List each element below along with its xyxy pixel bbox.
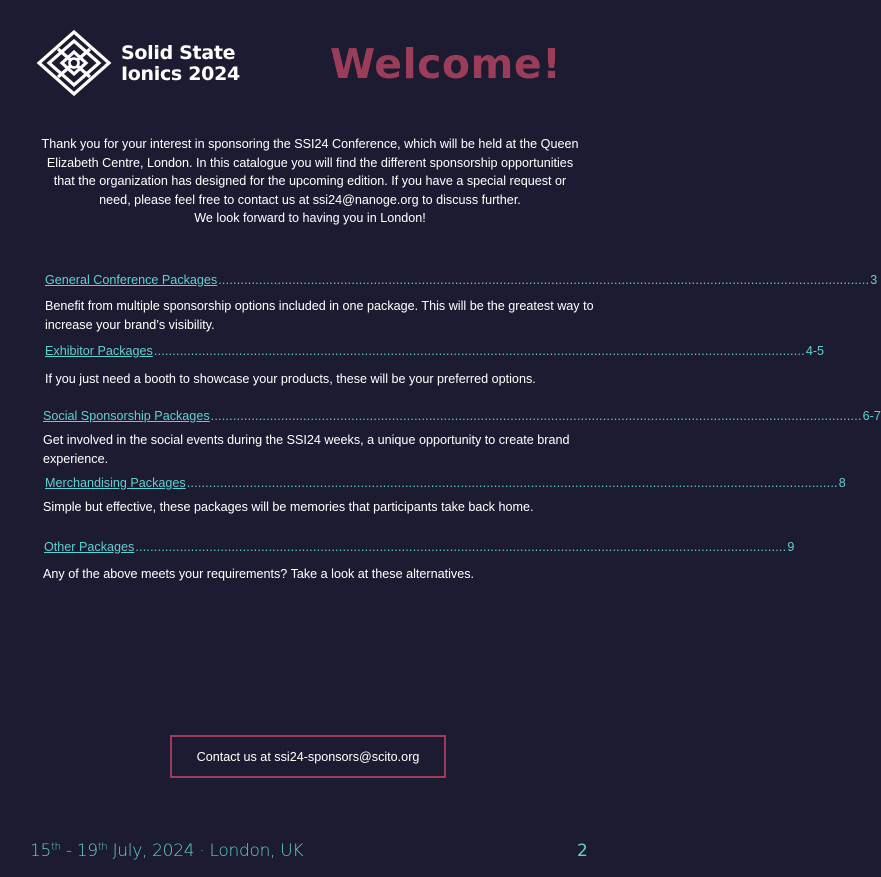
toc-page-number: 9 [787, 540, 795, 554]
brand-line-2: Ionics 2024 [121, 63, 240, 85]
brand-name [121, 43, 240, 85]
event-dates [30, 839, 303, 863]
intro-line: need, please feel free to contact us at ssi24@nanoge.org to discuss further. [99, 192, 521, 207]
toc-description-exhibitor: If you just need a booth to showcase your products, these will be your preferred options. [45, 372, 536, 386]
toc-link-merchandising[interactable]: Merchandising Packages [45, 476, 186, 490]
intro-paragraph [30, 135, 590, 228]
toc-leader-dots: ................................................................................................................................................................................ [135, 540, 787, 554]
toc-entry-social[interactable] [43, 408, 881, 424]
toc-link-other[interactable]: Other Packages [44, 540, 135, 554]
toc-description-general: Benefit from multiple sponsorship options included in one package. This will be the greatest way to increase your brand’s visibility. [45, 299, 594, 332]
diamond-lattice-icon [36, 30, 112, 96]
toc-description-other: Any of the above meets your requirements? Take a look at these alternatives. [43, 567, 474, 581]
toc-description-merchandising: Simple but effective, these packages will be memories that participants take back home. [43, 500, 534, 514]
toc-leader-dots: ................................................................................................................................................................................ [218, 273, 870, 287]
toc-link-exhibitor[interactable]: Exhibitor Packages [45, 344, 153, 358]
contact-text[interactable]: Contact us at ssi24-sponsors@scito.org [196, 749, 420, 764]
contact-box[interactable] [170, 735, 446, 778]
toc-page-number: 3 [870, 273, 878, 287]
toc-page-number: 6-7 [862, 409, 881, 423]
date-end-day: 19 [76, 841, 98, 861]
date-start-suffix: th [51, 841, 61, 853]
page-title: Welcome! [330, 40, 562, 88]
toc-entry-merchandising[interactable] [45, 475, 846, 491]
toc-page-number: 4-5 [805, 344, 825, 358]
intro-line: that the organization has designed for the upcoming edition. If you have a special request or [53, 174, 567, 188]
toc-leader-dots: ................................................................................................................................................................................ [210, 409, 862, 423]
toc-entry-general[interactable] [45, 272, 878, 288]
toc-page-number: 8 [838, 476, 846, 490]
intro-line: Elizabeth Centre, London. In this catalogue you will find the different sponsorship opportunities [46, 155, 574, 170]
date-location: July, 2024 · London, UK [107, 841, 304, 861]
toc-link-social[interactable]: Social Sponsorship Packages [43, 409, 210, 423]
brand-line-1: Solid State [121, 42, 236, 64]
toc-description-social: Get involved in the social events during the SSI24 weeks, a unique opportunity to create brand experience. [43, 433, 570, 466]
toc-link-general[interactable]: General Conference Packages [45, 273, 218, 287]
toc-entry-other[interactable] [44, 539, 795, 555]
toc-leader-dots: ................................................................................................................................................................................ [153, 344, 805, 358]
toc-entry-exhibitor[interactable] [45, 343, 825, 359]
page-number: 2 [577, 841, 588, 861]
intro-line: Thank you for your interest in sponsoring the SSI24 Conference, which will be held at the Queen [41, 137, 579, 151]
date-dash: - [60, 841, 77, 861]
date-start-day: 15 [30, 841, 52, 861]
toc-leader-dots: ................................................................................................................................................................................ [186, 476, 838, 490]
intro-line: We look forward to having you in London! [194, 211, 426, 225]
date-end-suffix: th [97, 841, 108, 853]
